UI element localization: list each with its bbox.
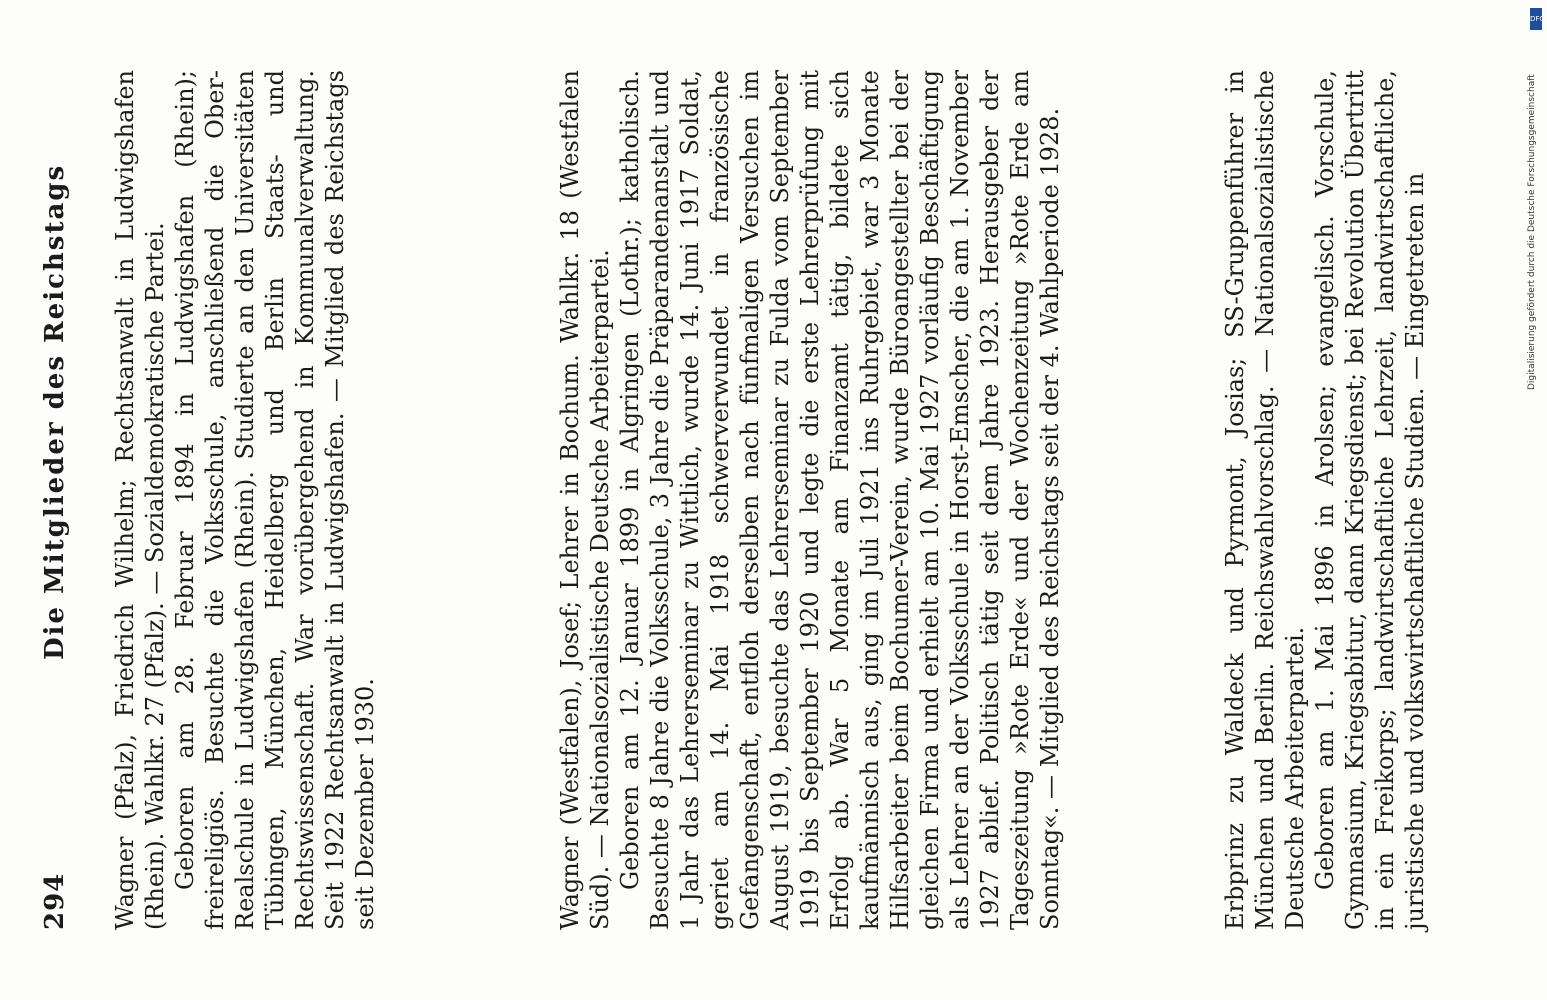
biography-entry-waldeck-pyrmont (1220, 70, 1430, 930)
page-header (40, 80, 90, 960)
entry-heading: Erbprinz zu Waldeck und Pyrmont, Josias; SS-Gruppenführer in München und Berlin. Reichswahlvorschlag. — Nationalsozialistische Deutsche Arbeiterpartei. (1221, 70, 1309, 930)
dfg-logo: DFG (1530, 8, 1542, 30)
running-head: Die Mitglieder des Reichstags (40, 163, 70, 660)
biography-entry-wagner-pfalz (110, 70, 380, 930)
page-number: 294 (40, 872, 70, 930)
digitization-credit (1527, 10, 1541, 390)
credit-text: Digitalisierung gefördert durch die Deutsche Forschungsgemeinschaft (1527, 74, 1537, 390)
entry-body: Geboren am 28. Februar 1894 in Ludwigshafen (Rhein); freireligiös. Besuchte die Volksschule, anschließend die Ober-Realschule in Ludwigshafen (Rhein). Studierte an den Universitäten Tübingen, München, Heidelberg und Berlin Staats- und Rechtswissenschaft. War vorübergehend in Kommunalverwaltung. Seit 1922 Rechtsanwalt in Ludwigshafen. — Mitglied des Reichstags seit Dezember 1930. (171, 70, 379, 930)
biography-entry-wagner-westfalen (555, 70, 1065, 930)
entry-heading: Wagner (Pfalz), Friedrich Wilhelm; Rechtsanwalt in Ludwigshafen (Rhein). Wahlkr. 27 (Pfalz). — Sozialdemokratische Partei. (111, 70, 169, 930)
entry-heading: Wagner (Westfalen), Josef; Lehrer in Bochum. Wahlkr. 18 (Westfalen Süd). — Nationalsozialistische Deutsche Arbeiterpartei. (556, 70, 614, 930)
entry-body: Geboren am 12. Januar 1899 in Algringen (Lothr.); katholisch. Besuchte 8 Jahre die Volksschule, 3 Jahre die Präparandenanstalt und 1 Jahr das Lehrerseminar zu Wittlich, wurde 14. Juni 1917 Soldat, geriet am 14. Mai 1918 schwerverwundet in französische Gefangenschaft, entfloh derselben nach fünfmaligen Versuchen im August 1919, besuchte das Lehrerseminar zu Fulda vom September 1919 bis September 1920 und legte die erste Lehrerprüfung mit Erfolg ab. War 5 Monate am Finanzamt tätig, bildete sich kaufmännisch aus, ging im Juli 1921 ins Ruhrgebiet, war 3 Monate Hilfsarbeiter beim Bochumer-Verein, wurde Büroangestellter bei der gleichen Firma und erhielt am 10. Mai 1927 vorläufig Beschäftigung als Lehrer an der Volksschule in Horst-Emscher, die am 1. November 1927 ablief. Politisch tätig seit dem Jahre 1923. Herausgeber der Tageszeitung »Rote Erde« und der Wochenzeitung »Rote Erde am Sonntag«. — Mitglied des Reichstags seit der 4. Wahlperiode 1928. (616, 70, 1064, 930)
entry-body: Geboren am 1. Mai 1896 in Arolsen; evangelisch. Vorschule, Gymnasium, Kriegsabitur, dann Kriegsdienst; bei Revolution Übertritt in ein Freikorps; landwirtschaftliche Lehrzeit, landwirtschaftliche, juristische und volkswirtschaftliche Studien. — Eingetreten in (1311, 70, 1429, 930)
